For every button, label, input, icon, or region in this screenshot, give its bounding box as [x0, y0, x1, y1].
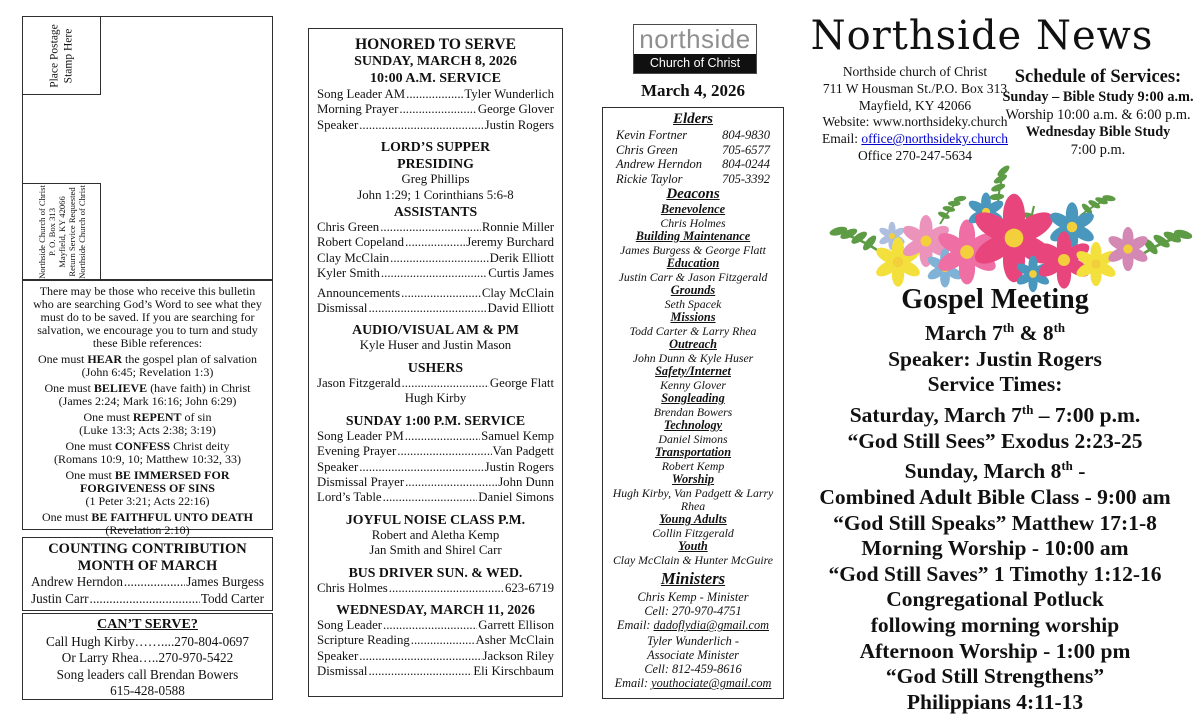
- deacon-role: Youth: [678, 539, 708, 554]
- deacon-role: Missions: [670, 310, 716, 324]
- gospel-meeting-line: Sunday, March 8th -: [904, 459, 1086, 484]
- leader-dots: [406, 87, 463, 102]
- counter-name: James Burgess: [186, 574, 264, 589]
- deacon-group: [607, 311, 779, 338]
- logo-subtitle-bar: Church of Christ: [634, 54, 756, 73]
- deacon-names: Kenny Glover: [660, 377, 726, 392]
- section-title-audio-visual: AUDIO/VISUAL AM & PM: [352, 322, 519, 338]
- elder-name: Rickie Taylor: [616, 171, 683, 186]
- role-label: Song Leader PM: [317, 428, 404, 443]
- am-assignment-rows: [317, 87, 554, 133]
- assignee-name: Clay McClain: [317, 250, 390, 265]
- assignee-name: Eli Kirschbaum: [473, 664, 554, 679]
- minister-lines: [607, 634, 779, 676]
- section-title-joyful-noise: JOYFUL NOISE CLASS P.M.: [345, 511, 526, 527]
- assignment-row: [317, 376, 554, 391]
- scripture-reference: (James 2:24; Mark 16:16; John 6:29): [58, 394, 237, 408]
- leader-dots: [381, 266, 487, 281]
- leader-dots: [399, 102, 476, 117]
- deacon-names: James Burgess & George Flatt: [620, 242, 766, 257]
- elder-row: [607, 172, 779, 187]
- assignee-name: Kyler Smith: [317, 266, 380, 281]
- elder-phone: 705-6577: [722, 142, 770, 157]
- phone-number: 623-6719: [504, 580, 554, 595]
- role-label: Speaker: [317, 648, 359, 663]
- cant-serve-line: Or Larry Rhea…..270-970-5422: [61, 650, 234, 665]
- logo-wordmark: northside: [639, 24, 751, 54]
- deacon-group: [607, 446, 779, 473]
- assignee-name: Curtis James: [488, 266, 554, 281]
- address-line: Website: www.northsideky.church: [822, 114, 1008, 130]
- assignment-row: [317, 251, 554, 266]
- assignment-row: [317, 301, 554, 316]
- assignee-name: Jackson Riley: [482, 648, 554, 663]
- assignment-row: [317, 460, 554, 475]
- address-line: Mayfield, KY 42066: [858, 97, 972, 113]
- assignment-row: [317, 649, 554, 664]
- minister-email-link[interactable]: dadoflydia@gmail.com: [653, 618, 770, 633]
- role-label: Song Leader: [317, 617, 383, 632]
- deacon-names: Chris Holmes: [660, 215, 726, 230]
- gospel-meeting-line: March 7th & 8th: [924, 321, 1066, 346]
- deacon-group: [607, 203, 779, 230]
- assignee-name: Jeremy Burchard: [466, 235, 554, 250]
- elder-name: Andrew Herndon: [616, 157, 702, 171]
- deacon-names: Clay McClain & Hunter McGuire: [612, 553, 774, 567]
- leader-dots: [124, 574, 185, 591]
- presiding-scripture: John 1:29; 1 Corinthians 5:6-8: [357, 187, 514, 202]
- assignment-row: [317, 664, 554, 679]
- leader-dots: [368, 301, 486, 316]
- scripture-reference: (Romans 10:9, 10; Matthew 10:32, 33): [54, 452, 241, 466]
- salvation-intro: There may be those who receive this bulletin who are searching God’s Word to see what they must do to be saved. If you are searching for salvation, we encourage you to turn and study these Bible references:: [33, 284, 262, 350]
- section-title-bus-driver: BUS DRIVER SUN. & WED.: [348, 564, 523, 580]
- usher-rows: [317, 376, 554, 391]
- section-title-pm-service: SUNDAY 1:00 P.M. SERVICE: [345, 412, 526, 428]
- schedule-of-services: [1002, 66, 1194, 159]
- gospel-meeting-line: Service Times:: [927, 372, 1063, 397]
- deacon-role: Safety/Internet: [655, 364, 731, 378]
- deacon-role: Building Maintenance: [635, 229, 751, 243]
- minister-email-row: [607, 618, 779, 632]
- gospel-meeting-line: Congregational Potluck: [886, 587, 1104, 612]
- leader-dots: [389, 581, 504, 596]
- scripture-reference: (Revelation 2:10): [105, 523, 190, 537]
- counter-name: Todd Carter: [200, 590, 264, 606]
- gospel-meeting-line: Afternoon Worship - 1:00 pm: [859, 638, 1131, 663]
- role-label: Speaker: [317, 459, 359, 474]
- salvation-step-text: One must BELIEVE (have faith) in Christ: [44, 381, 251, 395]
- church-address-block: [798, 64, 1032, 165]
- leader-dots: [401, 286, 481, 301]
- gospel-meeting-line: Combined Adult Bible Class - 9:00 am: [819, 485, 1171, 510]
- elder-row: [607, 128, 779, 143]
- elder-row: [607, 143, 779, 158]
- elders-title: Elders: [672, 111, 713, 127]
- deacon-group: [607, 338, 779, 365]
- deacon-names: Collin Fitzgerald: [652, 526, 734, 540]
- assignee-name: Samuel Kemp: [481, 428, 554, 443]
- assignment-row: [317, 429, 554, 444]
- service-time: 10:00 A.M. SERVICE: [370, 70, 501, 86]
- role-label: Morning Prayer: [317, 102, 399, 117]
- scripture-reference: (1 Peter 3:21; Acts 22:16): [85, 494, 210, 508]
- elder-phone: 804-9830: [722, 128, 770, 142]
- minister-line: Cell: 812-459-8616: [644, 662, 742, 677]
- elder-row: [607, 157, 779, 172]
- deacon-role: Transportation: [654, 445, 732, 459]
- assignee-name: Tyler Wunderlich: [464, 87, 554, 101]
- panel-title: HONORED TO SERVE: [355, 36, 516, 53]
- counting-contribution-box: [22, 537, 273, 611]
- email-label: Email:: [616, 618, 654, 633]
- bus-driver-rows: [317, 581, 554, 596]
- assignee-name: David Elliott: [487, 301, 554, 316]
- leader-dots: [405, 235, 465, 250]
- role-label: Dismissal: [317, 664, 368, 679]
- leader-dots: [359, 460, 483, 475]
- gospel-meeting-lines: [790, 316, 1200, 715]
- minister-email-row: [607, 676, 779, 690]
- gospel-meeting-title: Gospel Meeting: [901, 284, 1089, 315]
- counting-row: [31, 591, 264, 608]
- elder-name: Chris Green: [616, 142, 678, 157]
- deacon-names: Brendan Bowers: [653, 404, 733, 419]
- usher-extra-name: Hugh Kirby: [404, 391, 467, 406]
- service-date: SUNDAY, MARCH 8, 2026: [354, 54, 517, 69]
- deacon-role: Songleading: [661, 391, 725, 405]
- email-row: [798, 131, 1032, 148]
- role-label: Evening Prayer: [317, 444, 397, 459]
- gospel-meeting-line: Speaker: Justin Rogers: [888, 346, 1102, 371]
- gospel-meeting-line: “God Still Saves” 1 Timothy 1:12-16: [828, 561, 1162, 586]
- assignee-name: George Flatt: [489, 375, 554, 390]
- flower-garland-image: [828, 164, 1192, 296]
- salvation-step-text: One must BE IMMERSED FOR FORGIVENESS OF SINS: [65, 468, 230, 495]
- assignee-name: Clay McClain: [481, 285, 554, 300]
- assignee-name: Chris Green: [317, 220, 380, 235]
- elders-list: [607, 128, 779, 186]
- presiding-name: Greg Phillips: [401, 172, 470, 187]
- minister-line: Cell: 270-970-4751: [644, 604, 742, 619]
- assignment-row: [317, 633, 554, 648]
- deacon-group: [607, 419, 779, 446]
- schedule-title: Schedule of Services:: [1014, 67, 1182, 87]
- salvation-step: [28, 353, 267, 379]
- elder-name: Kevin Fortner: [616, 128, 688, 142]
- ministers-title: Ministers: [660, 569, 726, 589]
- joyful-noise-names: Robert and Aletha Kemp: [371, 527, 500, 542]
- role-label: Song Leader AM: [317, 87, 406, 101]
- office-email-link[interactable]: office@northsideky.church: [861, 131, 1008, 147]
- schedule-line: Sunday – Bible Study 9:00 a.m.: [1002, 89, 1194, 105]
- mailing-panel: [22, 16, 273, 280]
- gospel-meeting-line: following morning worship: [870, 613, 1120, 637]
- email-label: Email:: [821, 131, 862, 147]
- elder-phone: 804-0244: [722, 157, 770, 171]
- role-label: Dismissal: [317, 301, 368, 316]
- deacon-names: Justin Carr & Jason Fitzgerald: [618, 269, 768, 284]
- role-label: Dismissal Prayer: [317, 474, 405, 489]
- cant-serve-line: 615-428-0588: [110, 683, 185, 698]
- leader-dots: [402, 376, 489, 391]
- postage-line: Place Postage: [48, 23, 60, 88]
- assignment-row: [317, 490, 554, 505]
- schedule-line: 7:00 p.m.: [1070, 141, 1126, 158]
- return-address-box: [22, 183, 101, 280]
- counting-row: [31, 574, 264, 591]
- minister-email-link[interactable]: youthociate@gmail.com: [651, 676, 772, 691]
- address-line: Northside church of Christ: [842, 64, 988, 79]
- salvation-step: [28, 440, 267, 466]
- salvation-step-text: One must HEAR the gospel plan of salvation: [38, 352, 257, 366]
- honored-to-serve-panel: [308, 28, 563, 697]
- assignee-name: George Glover: [477, 102, 554, 117]
- deacon-group: [607, 473, 779, 513]
- deacon-group: [607, 284, 779, 311]
- postage-line: Stamp Here: [61, 28, 74, 83]
- return-address-line: P. O. Box 313: [46, 207, 57, 256]
- salvation-step: [28, 411, 267, 437]
- deacon-group: [607, 540, 779, 567]
- counter-name: Justin Carr: [31, 590, 89, 606]
- email-label: Email:: [614, 676, 652, 691]
- assignment-row: [317, 286, 554, 301]
- leader-dots: [383, 618, 477, 633]
- salvation-step-text: One must CONFESS Christ deity: [65, 439, 230, 453]
- assignment-row: [317, 118, 554, 133]
- leader-dots: [368, 664, 472, 679]
- minister-entry: [607, 634, 779, 690]
- deacon-role: Outreach: [669, 337, 717, 351]
- deacon-group: [607, 392, 779, 419]
- newsletter-title: Northside News: [810, 13, 1154, 59]
- deacon-names: Robert Kemp: [661, 458, 725, 473]
- minister-line: Chris Kemp - Minister: [637, 590, 749, 605]
- section-title-wednesday: WEDNESDAY, MARCH 11, 2026: [336, 601, 535, 617]
- role-label: Announcements: [317, 285, 401, 300]
- role-label: Scripture Reading: [317, 633, 410, 648]
- section-title-ushers: USHERS: [407, 359, 464, 375]
- leader-dots: [359, 118, 483, 133]
- deacon-role: Benevolence: [660, 202, 726, 216]
- assignee-name: Van Padgett: [492, 444, 554, 459]
- announcement-rows: [317, 286, 554, 317]
- joyful-noise-names: Jan Smith and Shirel Carr: [369, 543, 502, 558]
- leader-dots: [383, 490, 478, 505]
- pm-assignment-rows: [317, 429, 554, 506]
- cant-serve-title: CAN’T SERVE?: [97, 617, 198, 632]
- assignment-row: [317, 581, 554, 596]
- return-address-line: Mayfield, KY 42066: [56, 195, 67, 268]
- deacon-role: Grounds: [670, 283, 716, 297]
- deacon-group: [607, 513, 779, 540]
- leader-dots: [390, 251, 489, 266]
- minister-lines: [607, 590, 779, 618]
- deacon-names: Daniel Simons: [658, 431, 728, 446]
- gospel-meeting-line: “God Still Speaks” Matthew 17:1-8: [833, 510, 1157, 535]
- return-address-text: [37, 185, 87, 279]
- wednesday-rows: [317, 618, 554, 680]
- deacon-role: Technology: [663, 418, 723, 432]
- bulletin-date: March 4, 2026: [640, 81, 746, 100]
- assignment-row: [317, 220, 554, 235]
- directory-panel: [602, 107, 784, 699]
- deacon-groups: [607, 203, 779, 567]
- counting-rows: [31, 574, 264, 607]
- gospel-meeting-line: Saturday, March 7th – 7:00 p.m.: [849, 402, 1141, 428]
- scripture-reference: (Luke 13:3; Acts 2:38; 3:19): [79, 423, 216, 437]
- elder-phone: 705-3392: [722, 171, 770, 186]
- role-label: Lord’s Table: [317, 490, 382, 505]
- assignment-row: [317, 266, 554, 281]
- assistants-label: ASSISTANTS: [393, 204, 478, 220]
- assignee-name: Ronnie Miller: [481, 220, 554, 235]
- assignment-row: [317, 87, 554, 102]
- leader-dots: [90, 591, 200, 608]
- leader-dots: [411, 633, 475, 648]
- cant-serve-line: Song leaders call Brendan Bowers: [56, 666, 239, 682]
- office-phone: Office 270-247-5634: [857, 147, 973, 163]
- deacon-group: [607, 230, 779, 257]
- deacon-group: [607, 365, 779, 392]
- assistant-rows: [317, 220, 554, 282]
- gospel-meeting-line: Morning Worship - 10:00 am: [861, 536, 1129, 561]
- salvation-step: [28, 511, 267, 537]
- assignment-row: [317, 102, 554, 117]
- assignment-row: [317, 618, 554, 633]
- address-line: 711 W Housman St./P.O. Box 313: [822, 80, 1008, 96]
- cant-serve-line: Call Hugh Kirby……....270-804-0697: [46, 633, 249, 649]
- av-names: Kyle Huser and Justin Mason: [359, 338, 512, 353]
- return-address-line: Northside Church of Christ: [36, 184, 47, 279]
- gospel-meeting-line: “God Still Strengthens”: [885, 664, 1105, 689]
- assignee-name: Derik Elliott: [489, 250, 554, 265]
- assignee-name: Justin Rogers: [484, 459, 554, 474]
- schedule-lines: [1002, 89, 1194, 159]
- postage-stamp-box: [22, 16, 101, 95]
- counting-title-line: MONTH OF MARCH: [77, 557, 218, 574]
- assignment-row: [317, 235, 554, 250]
- minister-line: Tyler Wunderlich -: [647, 634, 739, 649]
- deacon-names: Hugh Kirby, Van Padgett & Larry Rhea: [612, 485, 774, 513]
- deacon-names: Seth Spacek: [664, 296, 722, 311]
- scripture-reference: (John 6:45; Revelation 1:3): [81, 365, 214, 379]
- assignment-row: [317, 475, 554, 490]
- counter-name: Andrew Herndon: [31, 574, 123, 589]
- gospel-meeting-announcement: [790, 283, 1200, 715]
- assignee-name: Robert Copeland: [317, 235, 405, 250]
- assignee-name: Jason Fitzgerald: [317, 375, 401, 390]
- salvation-step: [28, 469, 267, 508]
- cant-serve-box: [22, 613, 273, 700]
- postage-stamp-text: [48, 24, 75, 88]
- deacon-group: [607, 257, 779, 284]
- presiding-label: PRESIDING: [397, 156, 474, 172]
- leader-dots: [397, 444, 491, 459]
- deacon-role: Education: [666, 256, 720, 270]
- salvation-plan-box: [22, 280, 273, 537]
- assignee-name: Asher McClain: [475, 633, 554, 648]
- minister-entry: [607, 590, 779, 632]
- salvation-steps: [28, 353, 267, 537]
- role-label: Speaker: [317, 117, 359, 132]
- leader-dots: [405, 475, 497, 490]
- deacons-title: Deacons: [666, 186, 720, 202]
- address-lines: [798, 64, 1032, 131]
- deacon-names: Todd Carter & Larry Rhea: [629, 323, 757, 338]
- assignee-name: John Dunn: [498, 474, 554, 489]
- leader-dots: [405, 429, 480, 444]
- gospel-meeting-line: “God Still Sees” Exodus 2:23-25: [847, 428, 1143, 453]
- leader-dots: [380, 220, 481, 235]
- assignee-name: Justin Rogers: [484, 117, 554, 132]
- assignee-name: Daniel Simons: [478, 490, 554, 505]
- section-title-lords-supper: LORD’S SUPPER: [380, 139, 491, 155]
- assignee-name: Garrett Ellison: [478, 617, 554, 632]
- return-address-line: Return Service Requested: [66, 186, 77, 277]
- deacon-role: Young Adults: [659, 512, 727, 527]
- salvation-step: [28, 382, 267, 408]
- assignment-row: [317, 444, 554, 459]
- salvation-step-text: One must BE FAITHFUL UNTO DEATH: [41, 510, 254, 524]
- return-address-line: Northside Church of Christ: [76, 184, 87, 279]
- counting-title-line: COUNTING CONTRIBUTION: [48, 541, 247, 557]
- schedule-line: Worship 10:00 a.m. & 6:00 p.m.: [1005, 106, 1191, 123]
- minister-line: Associate Minister: [647, 648, 739, 663]
- deacon-role: Worship: [671, 472, 715, 486]
- salvation-step-text: One must REPENT of sin: [83, 410, 212, 424]
- deacon-names: John Dunn & Kyle Huser: [632, 350, 754, 365]
- leader-dots: [359, 649, 481, 664]
- church-logo: [633, 24, 757, 74]
- cant-serve-lines: [29, 634, 266, 700]
- assignee-name: Chris Holmes: [317, 580, 388, 595]
- schedule-line: Wednesday Bible Study: [1025, 124, 1171, 140]
- gospel-meeting-line: Philippians 4:11-13: [906, 689, 1084, 714]
